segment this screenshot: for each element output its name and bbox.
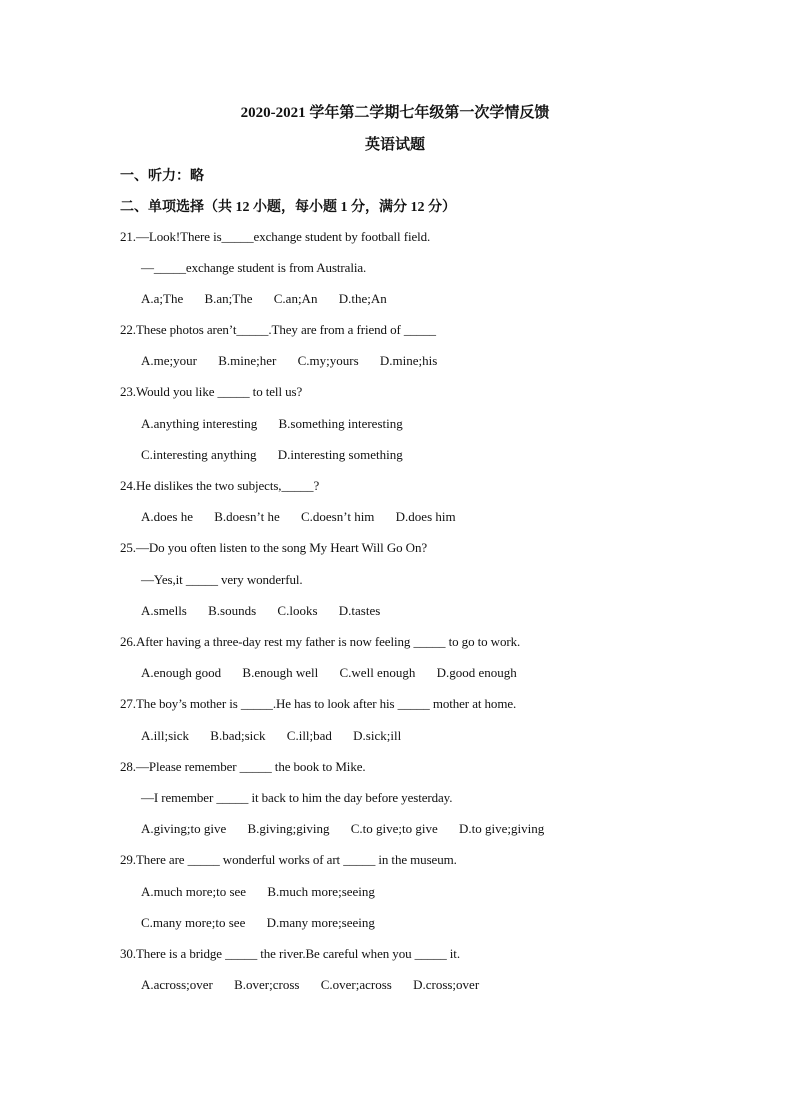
question-26-options [141,665,535,681]
question-30-options [141,977,497,993]
question-22-stem: 22.These photos aren’t_____.They are from a friend of _____ [120,322,436,337]
section-listening: 一、听力：略 [120,169,204,184]
question-25-reply: —Yes,it _____ very wonderful. [141,572,303,587]
question-24-option-c[interactable]: C.doesn’t him [300,509,375,524]
question-28-option-d[interactable]: D.to give;giving [458,821,545,836]
question-22-option-b[interactable]: B.mine;her [218,353,277,368]
question-26-option-a[interactable]: A.enough good [141,665,222,680]
question-29-option-a[interactable]: A.much more;to see [141,884,247,899]
question-24-stem: 24.He dislikes the two subjects,_____? [120,478,320,493]
question-21-stem: 21.—Look!There is_____exchange student by football field. [120,229,431,244]
exam-title: 2020-2021 学年第二学期七年级第一次学情反馈 [240,105,550,121]
question-25-stem: 25.—Do you often listen to the song My Heart Will Go On? [120,540,428,555]
question-22-options [141,353,455,369]
question-30-option-a[interactable]: A.across;over [141,977,213,992]
question-26-option-b[interactable]: B.enough well [242,665,319,680]
question-21-option-d[interactable]: D.the;An [338,291,387,306]
question-30-option-b[interactable]: B.over;cross [234,977,300,992]
question-23-option-c[interactable]: C.interesting anything [141,447,257,462]
question-27-stem: 27.The boy’s mother is _____.He has to look after his _____ mother at home. [120,696,517,711]
question-22-option-a[interactable]: A.me;your [141,353,197,368]
exam-subtitle: 英语试题 [364,137,425,153]
question-24-options [141,509,474,525]
question-28-reply: —I remember _____ it back to him the day before yesterday. [141,790,453,805]
question-21-reply: —_____exchange student is from Australia. [141,260,367,275]
question-21-options [141,291,405,307]
question-27-option-c[interactable]: C.ill;bad [286,728,332,743]
question-23-option-d[interactable]: D.interesting something [277,447,403,462]
question-26-option-d[interactable]: D.good enough [436,665,517,680]
question-29-option-d[interactable]: D.many more;seeing [266,915,375,930]
question-21-option-a[interactable]: A.a;The [141,291,184,306]
question-24-option-a[interactable]: A.does he [141,509,193,524]
question-23-stem: 23.Would you like _____ to tell us? [120,384,303,399]
question-24-option-b[interactable]: B.doesn’t he [214,509,280,524]
question-30-stem: 30.There is a bridge _____ the river.Be careful when you _____ it. [120,946,460,961]
question-30-option-c[interactable]: C.over;across [320,977,392,992]
question-27-options [141,728,419,744]
question-29-options-row1 [141,884,393,900]
question-30-option-d[interactable]: D.cross;over [413,977,480,992]
question-25-option-a[interactable]: A.smells [141,603,187,618]
question-25-option-c[interactable]: C.looks [277,603,318,618]
question-28-option-c[interactable]: C.to give;to give [350,821,438,836]
question-27-option-a[interactable]: A.ill;sick [141,728,190,743]
question-28-option-b[interactable]: B.giving;giving [247,821,330,836]
question-26-option-c[interactable]: C.well enough [339,665,416,680]
question-29-stem: 29.There are _____ wonderful works of art _____ in the museum. [120,852,457,867]
section-single-choice: 二、单项选择（共 12 小题，每小题 1 分，满分 12 分） [120,200,456,215]
question-29-option-c[interactable]: C.many more;to see [141,915,246,930]
question-23-option-a[interactable]: A.anything interesting [141,416,258,431]
question-24-option-d[interactable]: D.does him [395,509,456,524]
question-22-option-d[interactable]: D.mine;his [379,353,438,368]
question-25-option-b[interactable]: B.sounds [208,603,257,618]
question-22-option-c[interactable]: C.my;yours [297,353,359,368]
question-23-option-b[interactable]: B.something interesting [278,416,403,431]
question-21-option-b[interactable]: B.an;The [204,291,253,306]
question-29-option-b[interactable]: B.much more;seeing [267,884,375,899]
question-23-options-row2 [141,447,421,463]
question-23-options-row1 [141,416,421,432]
question-21-option-c[interactable]: C.an;An [273,291,318,306]
question-26-stem: 26.After having a three-day rest my father is now feeling _____ to go to work. [120,634,521,649]
question-28-options [141,821,562,837]
question-27-option-d[interactable]: D.sick;ill [353,728,402,743]
question-28-stem: 28.—Please remember _____ the book to Mike. [120,759,366,774]
question-27-option-b[interactable]: B.bad;sick [210,728,266,743]
question-28-option-a[interactable]: A.giving;to give [141,821,227,836]
question-25-options [141,603,398,619]
question-29-options-row2 [141,915,393,931]
question-25-option-d[interactable]: D.tastes [338,603,381,618]
